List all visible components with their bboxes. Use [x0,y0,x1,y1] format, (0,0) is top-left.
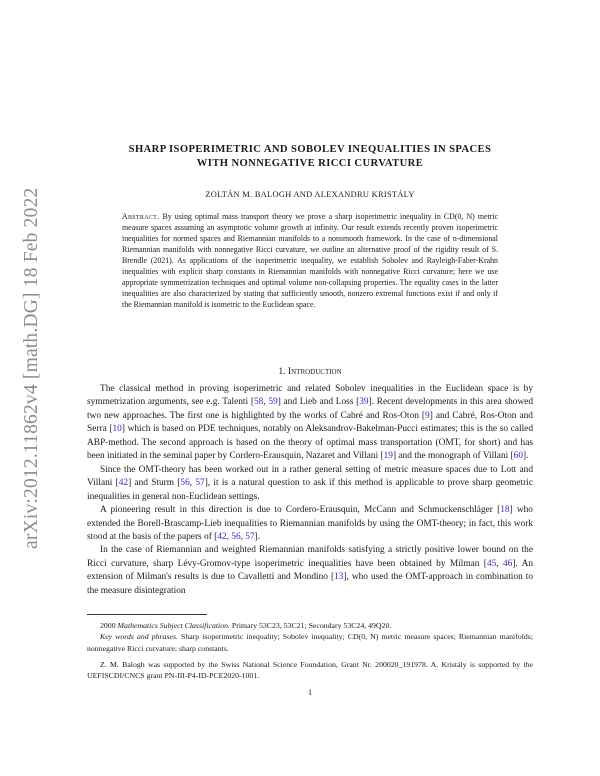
section-number: 1. [278,366,286,377]
title-line-2: WITH NONNEGATIVE RICCI CURVATURE [196,157,424,169]
citation-link[interactable]: 45 [486,558,497,569]
text-run: Sharp isoperimetric inequality; Sobolev inequality; CD(0, N) metric measure spaces; Riemannian manifolds; nonnegative Ricci curvature; sharp constants. [87,632,533,653]
text-run: The classical method in proving isoperimetric and related Sobolev inequalities in the Euclidean space is by symmetrization arguments, see e.g. Talenti [ [87,384,533,408]
text-run: , [189,478,196,489]
title-line-1: SHARP ISOPERIMETRIC AND SOBOLEV INEQUALITIES IN SPACES [128,144,492,155]
footnote-funding: Z. M. Balogh was supported by the Swiss National Science Foundation, Grant Nr. 200020_191978. A. Kristály is supported by the UEFISCDI/CNCS grant PN-III-P4-ID-PCE2020-1001. [87,659,533,681]
text-run: In the case of Riemannian and weighted Riemannian manifolds satisfying a strictly positive lower bound on the Ricci curvature, sharp Lévy-Gromov-type isoperimetric inequalities have been obtained by Milman [ [87,545,533,569]
text-run: , [496,558,503,569]
text-run: ], it is a natural question to ask if this method is applicable to prove sharp geometric inequalities in general non-Euclidean settings. [87,478,534,502]
text-run: , [226,531,232,542]
text-run: ] who extended the Borell-Brascamp-Lieb inequalities to Riemannian manifolds by using the OMT-theory; in fact, this work stood at the basis of the papers of [ [87,505,533,542]
text-run: ] and Lieb and Loss [ [277,397,360,408]
text-run: ]. Recent developments in this area showed two new approaches. The first one is highlighted by the works of Cabré and Ros-Oton [ [87,397,533,421]
citation-link[interactable]: 13 [334,572,344,583]
citation-link[interactable]: 39 [359,397,369,408]
abstract-text: By using optimal mass transport theory we prove a sharp isoperimetric inequality in CD(0, N) metric measure spaces assuming an asymptotic volume growth at infinity. Our result extends recently proven isoperimetric inequalities for normed spaces and Riemannian manifolds to a nonsmooth framework. In the case of n-dimensional Riemannian manifolds with nonnegative Ricci curvature, we outline an alternative proof of the rigidity result of S. Brendle (2021). As applications of the isoperimetric inequality, we establish Sobolev and Rayleigh-Faber-Krahn inequalities with explicit sharp constants in Riemannian manifolds with nonnegative Ricci curvature; here we use appropriate symmetrization techniques and optimal volume non-collapsing properties. The equality cases in the latter inequalities are also characterized by stating that sufficiently smooth, nonzero extremal functions exist if and only if the Riemannian manifold is isometric to the Euclidean space. [122,212,498,310]
paragraph [87,383,533,464]
paper-title [80,143,540,170]
arxiv-identifier[interactable]: arXiv:2012.11862v4 [math.DG] 18 Feb 2022 [21,187,42,549]
paragraph [87,464,533,504]
citation-link[interactable]: 42 [118,478,129,489]
citation-link[interactable]: 58 [253,397,264,408]
citation-link[interactable]: 9 [425,410,430,421]
text-run: ] which is based on PDE techniques, notably on Aleksandrov-Bakelman-Pucci estimates; this is the so called ABP-method. The second approach is based on the theory of optimal mass transportation (OMT, for short) and has been initiated in the seminal paper by Cordero-Erausquin, Nazaret and Villani [ [87,424,533,462]
citation-link[interactable]: 18 [500,505,510,516]
text-run: , [263,397,269,408]
citation-link[interactable]: 46 [502,558,513,569]
citation-link[interactable]: 57 [245,531,255,542]
text-run: ]. [523,451,529,462]
text-run: ]. An extension of Milman's results is due to Cavalletti and Mondino [ [87,558,534,583]
text-run: 2000 [100,621,118,630]
text-run: Mathematics Subject Classification. [117,621,230,630]
citation-link[interactable]: 42 [217,531,227,542]
text-run: ] and Sturm [ [128,478,181,489]
text-run: ] and Cabré, Ros-Oton and Serra [ [87,410,533,435]
citation-link[interactable]: 56 [231,531,241,542]
text-run: ], who used the OMT-approach in combination to the measure disintegration [87,572,534,596]
citation-link[interactable]: 59 [268,397,278,408]
intro-body [87,383,533,598]
citation-link[interactable]: 60 [513,451,524,462]
text-run: Since the OMT-theory has been worked out in a rather general setting of metric measure spaces due to Lott and Villani [ [87,464,533,489]
citation-link[interactable]: 56 [180,478,190,489]
text-run: A pioneering result in this direction is due to Cordero-Erausquin, McCann and Schmuckenschläger [ [100,505,501,516]
authors: ZOLTÁN M. BALOGH AND ALEXANDRU KRISTÁLY [205,190,415,199]
citation-link[interactable]: 10 [112,424,122,435]
citation-link[interactable]: 19 [383,451,393,462]
footnote-msc [87,620,533,631]
citation-link[interactable]: 57 [195,478,205,489]
text-run: ] and the monograph of Villani [ [392,451,514,462]
abstract-label: Abstract. [122,212,160,221]
footnote-keywords [87,631,533,654]
text-run: Primary 53C23, 53C21; Secondary 53C24, 49Q20. [229,621,392,630]
footnotes [87,620,533,681]
abstract [122,211,498,310]
section-heading [100,366,520,377]
text-run: Key words and phrases. [100,632,178,642]
page-number: 1 [308,688,312,697]
paragraph [87,544,533,598]
paragraph [87,504,533,544]
section-title: Introduction [287,366,342,377]
text-run: ]. [254,531,261,542]
text-run: , [240,531,246,542]
footnote-divider [87,614,207,615]
